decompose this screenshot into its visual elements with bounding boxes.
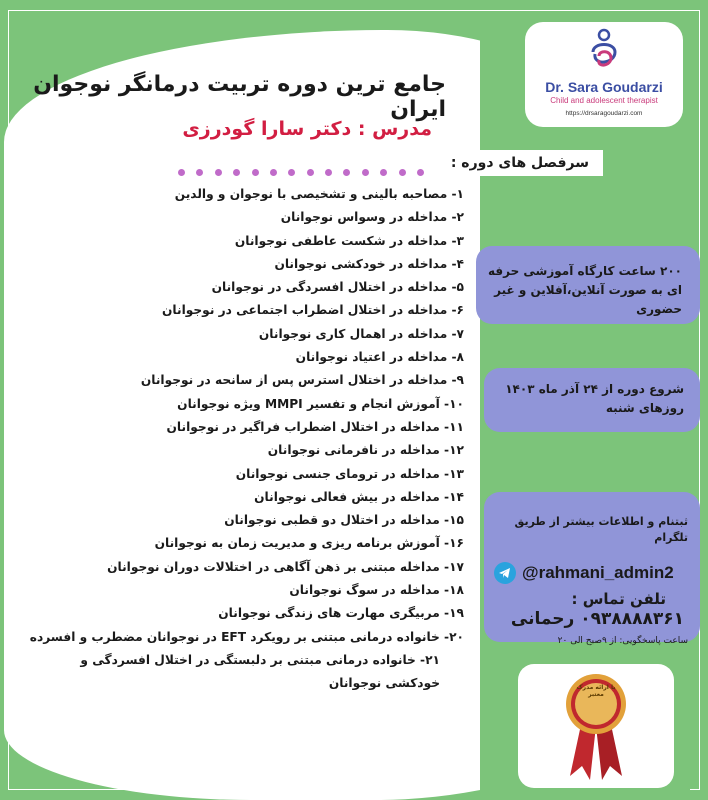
syllabus-item: ۱۹- مربیگری مهارت های زندگی نوجوانان (218, 606, 464, 621)
brand-subtitle: Child and adolescent therapist (550, 96, 658, 105)
syllabus-item: ۴- مداخله در خودکشی نوجوانان (274, 256, 464, 271)
syllabus-item: ۸- مداخله در اعتیاد نوجوانان (295, 350, 464, 365)
syllabus-item: ۱۷- مداخله مبتنی بر ذهن آگاهی در اختلالات دوران نوجوانان (107, 559, 464, 574)
syllabus-item: ۱۴- مداخله در بیش فعالی نوجوانان (254, 489, 464, 504)
syllabus-item: ۹- مداخله در اختلال استرس پس از سانحه در نوجوانان (140, 373, 464, 388)
brand-name: Dr. Sara Goudarzi (545, 79, 663, 95)
syllabus-item: ۱۳- مداخله در ترومای جنسی نوجوانان (235, 466, 464, 481)
syllabus-item: ۲- مداخله در وسواس نوجوانان (280, 210, 464, 225)
instructor-name: مدرس : دکتر سارا گودرزی (182, 118, 432, 140)
syllabus-item: ۱۱- مداخله در اختلال اضطراب فراگیر در نوجوانان (166, 419, 464, 434)
telegram-icon (494, 562, 516, 584)
brand-logo[interactable] (525, 22, 683, 127)
certificate-text: با ارائه مدرک معتبر (576, 684, 616, 698)
telegram-handle[interactable]: @rahmani_admin2 (522, 563, 674, 582)
syllabus-item: ۱۲- مداخله در نافرمانی نوجوانان (267, 443, 464, 458)
brand-url[interactable]: https://drsaragoudarzi.com (565, 110, 643, 117)
syllabus-item: ۱۸- مداخله در سوگ نوجوانان (289, 583, 464, 598)
contact-panel (484, 492, 700, 646)
syllabus-item: ۶- مداخله در اختلال اضطراب اجتماعی در نوجوانان (162, 303, 464, 318)
syllabus-item: ۲۰- خانواده درمانی مبتنی بر رویکرد EFT در نوجوانان مضطرب و افسرده (29, 629, 464, 644)
course-start-badge: شروع دوره از ۲۴ آذر ماه ۱۴۰۳ روزهای شنبه (484, 368, 700, 432)
syllabus-item: ۱- مصاحبه بالینی و تشخیصی با نوجوان و والدین (174, 187, 464, 201)
syllabus-item: ۵- مداخله در اختلال افسردگی در نوجوانان (211, 280, 464, 295)
course-hours-badge: ۲۰۰ ساعت کارگاه آموزشی حرفه ای به صورت آنلاین،آفلاین و غیر حضوری (476, 246, 700, 324)
syllabus-item: ۱۵- مداخله در اختلال دو قطبی نوجوانان (224, 513, 464, 528)
registration-note: ثبتنام و اطلاعات بیشتر از طریق تلگرام (514, 515, 688, 544)
phone-number[interactable]: ۰۹۳۸۸۸۸۳۶۱ رحمانی (510, 609, 684, 629)
phone-label: تلفن تماس : (571, 590, 666, 608)
dotted-divider (178, 166, 424, 178)
syllabus-header: سرفصل های دوره : (428, 150, 603, 176)
syllabus-item: ۷- مداخله در اهمال کاری نوجوانان (258, 326, 464, 341)
poster-title: جامع ترین دوره تربیت درمانگر نوجوان ایران (33, 72, 446, 122)
certificate-badge (518, 664, 674, 788)
telegram-link[interactable] (494, 562, 688, 584)
syllabus-item: ۱۰- آموزش انجام و تفسیر MMPI ویژه نوجوانان (177, 396, 464, 411)
syllabus-list (24, 183, 464, 695)
family-figure-icon (585, 26, 623, 74)
syllabus-item: ۳- مداخله در شکست عاطفی نوجوانان (234, 233, 464, 248)
syllabus-item: ۱۶- آموزش برنامه ریزی و مدیریت زمان به نوجوانان (154, 536, 464, 551)
response-hours: ساعت پاسخگویی: از ۹صبح الی ۲۰ (557, 636, 688, 646)
syllabus-item: ۲۱- خانواده درمانی مبتنی بر دلبستگی در اختلال افسردگی و خودکشی نوجوانان (80, 652, 440, 690)
